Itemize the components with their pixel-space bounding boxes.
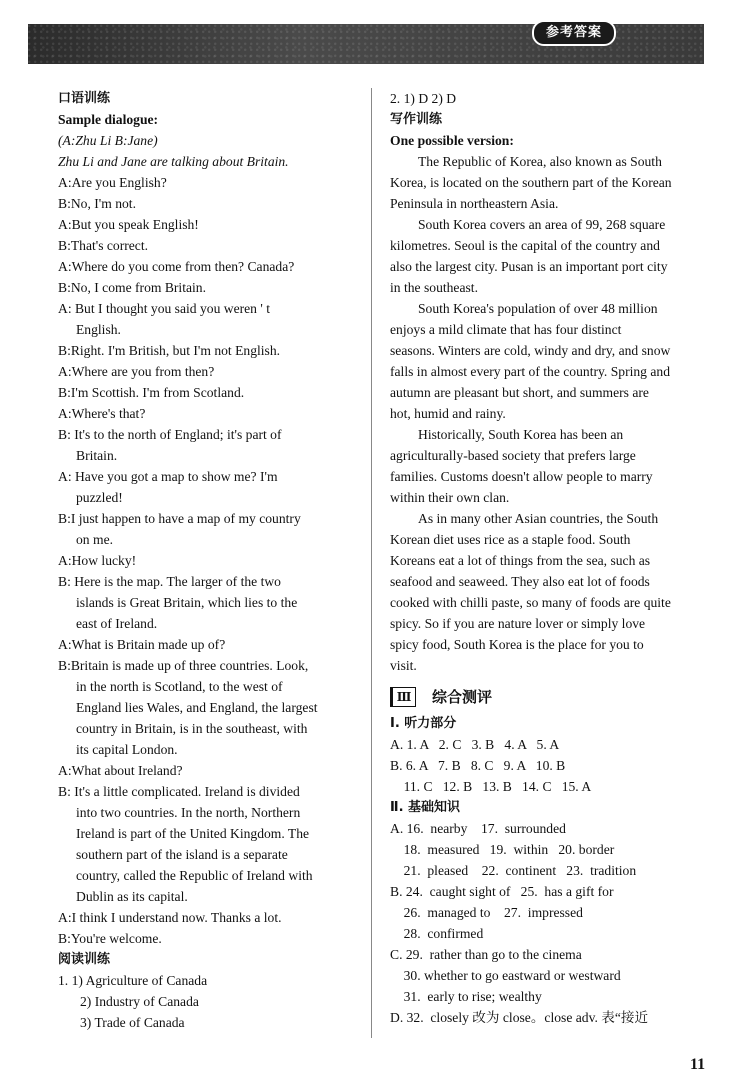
dialogue-roles: (A:Zhu Li B:Jane) [58,133,158,148]
dialogue-line: A:Where do you come from then? Canada? [58,259,295,274]
essay-line: Historically, South Korea has been an [418,427,624,442]
basic-knowledge-heading: Ⅱ. 基础知识 [390,800,461,815]
essay-line: agriculturally-based society that prefers large [390,448,636,463]
dialogue-line: B:I'm Scottish. I'm from Scotland. [58,385,245,400]
essay-line: visit. [390,658,417,673]
reading-training-heading: 阅读训练 [58,952,111,967]
listening-heading: Ⅰ. 听力部分 [390,716,457,731]
column-divider [371,88,372,1038]
dialogue-line: A:Where are you from then? [58,364,215,379]
dialogue-line: A: Have you got a map to show me? I'm [58,469,278,484]
essay-line: South Korea covers an area of 99, 268 square [418,217,666,232]
dialogue-line-cont: Dublin as its capital. [76,889,188,904]
dialogue-line-cont: Britain. [76,448,118,463]
basic-answer: 21. pleased 22. continent 23. tradition [390,863,637,878]
basic-answer: 28. confirmed [390,926,484,941]
essay-line: also the largest city. Pusan is an important port city [390,259,668,274]
reading-answer: 3) Trade of Canada [80,1015,185,1030]
section-3-number: Ⅲ [390,687,416,707]
header-bar [28,24,704,64]
dialogue-line: B:I just happen to have a map of my country [58,511,301,526]
dialogue-line: B:That's correct. [58,238,149,253]
reading-answer-2: 2. 1) D 2) D [390,91,457,106]
left-column [58,88,350,1033]
dialogue-line: B:Right. I'm British, but I'm not English. [58,343,281,358]
listening-answers: B. 6. A 7. B 8. C 9. A 10. B [390,758,566,773]
dialogue-line: B:No, I'm not. [58,196,136,211]
dialogue-line-cont: east of Ireland. [76,616,158,631]
essay-line: spicy food, South Korea is the place for you to [390,637,644,652]
essay-line: The Republic of Korea, also known as South [418,154,662,169]
essay-line: within their own clan. [390,490,510,505]
dialogue-line-cont: Ireland is part of the United Kingdom. The [76,826,310,841]
dialogue-line: B:You're welcome. [58,931,162,946]
dialogue-line: B: It's to the north of England; it's part of [58,427,282,442]
basic-answer: D. 32. closely 改为 close。close adv. 表“接近 [390,1010,649,1025]
dialogue-line: B: It's a little complicated. Ireland is divided [58,784,300,799]
basic-answer: 18. measured 19. within 20. border [390,842,615,857]
section-3-header [390,686,708,707]
basic-answer: A. 16. nearby 17. surrounded [390,821,566,836]
essay-line: Peninsula in northeastern Asia. [390,196,559,211]
dialogue-line-cont: on me. [76,532,113,547]
possible-version-heading: One possible version: [390,133,514,148]
essay-line: kilometres. Seoul is the capital of the country and [390,238,660,253]
essay-line: Korean diet uses rice as a staple food. South [390,532,631,547]
dialogue-line-cont: southern part of the island is a separate [76,847,288,862]
essay-line: seafood and seaweed. They also eat lot of foods [390,574,650,589]
essay-line: South Korea's population of over 48 million [418,301,658,316]
essay-line: Korea, is located on the southern part of the Korean [390,175,672,190]
essay-line: families. Customs doesn't allow people to marry [390,469,653,484]
dialogue-line: A:I think I understand now. Thanks a lot. [58,910,282,925]
dialogue-line-cont: islands is Great Britain, which lies to the [76,595,298,610]
essay-line: enjoys a mild climate that has four distinct [390,322,622,337]
dialogue-line: A:What about Ireland? [58,763,183,778]
basic-answer: B. 24. caught sight of 25. has a gift for [390,884,614,899]
dialogue-line-cont: in the north is Scotland, to the west of [76,679,283,694]
dialogue-line-cont: country, called the Republic of Ireland with [76,868,313,883]
essay-line: As in many other Asian countries, the South [418,511,659,526]
essay-line: seasons. Winters are cold, windy and dry, and snow [390,343,671,358]
essay-line: falls in almost every part of the country. Spring and [390,364,670,379]
dialogue-intro: Zhu Li and Jane are talking about Britain. [58,154,289,169]
essay-line: in the southeast. [390,280,478,295]
section-3-title: 综合测评 [432,688,493,706]
dialogue-line-cont: country in Britain, is in the southeast, with [76,721,308,736]
dialogue-line: A:But you speak English! [58,217,199,232]
page-number: 11 [690,1056,706,1073]
essay-line: Koreans eat a lot of things from the sea, such as [390,553,651,568]
listening-answers: A. 1. A 2. C 3. B 4. A 5. A [390,737,560,752]
dialogue-line-cont: puzzled! [76,490,123,505]
essay-line: cooked with chilli paste, so many of foods are quite [390,595,671,610]
dialogue-line-cont: England lies Wales, and England, the largest [76,700,318,715]
essay-line: autumn are pleasant but short, and summers are [390,385,649,400]
dialogue-line: B:Britain is made up of three countries. Look, [58,658,309,673]
dialogue-line: A:What is Britain made up of? [58,637,226,652]
essay-line: hot, humid and rainy. [390,406,506,421]
dialogue-line-cont: English. [76,322,121,337]
basic-answer: 26. managed to 27. impressed [390,905,583,920]
dialogue-line: A: But I thought you said you weren ' t [58,301,270,316]
dialogue-line-cont: into two countries. In the north, Northern [76,805,301,820]
reading-answer: 2) Industry of Canada [80,994,199,1009]
essay-line: spicy. So if you are nature lover or simply love [390,616,646,631]
dialogue-line: B: Here is the map. The larger of the two [58,574,281,589]
answer-key-badge: 参考答案 [532,20,616,46]
dialogue-line: A:How lucky! [58,553,137,568]
reading-answer: 1. 1) Agriculture of Canada [58,973,208,988]
dialogue-line: A:Where's that? [58,406,146,421]
oral-training-heading: 口语训练 [58,91,111,106]
basic-answer: 31. early to rise; wealthy [390,989,542,1004]
right-column [390,88,708,1028]
basic-answer: 30. whether to go eastward or westward [390,968,621,983]
dialogue-line: A:Are you English? [58,175,167,190]
basic-answer: C. 29. rather than go to the cinema [390,947,582,962]
sample-dialogue-heading: Sample dialogue: [58,112,159,127]
writing-training-heading: 写作训练 [390,112,443,127]
dialogue-line-cont: its capital London. [76,742,178,757]
listening-answers: 11. C 12. B 13. B 14. C 15. A [390,779,592,794]
dialogue-line: B:No, I come from Britain. [58,280,206,295]
